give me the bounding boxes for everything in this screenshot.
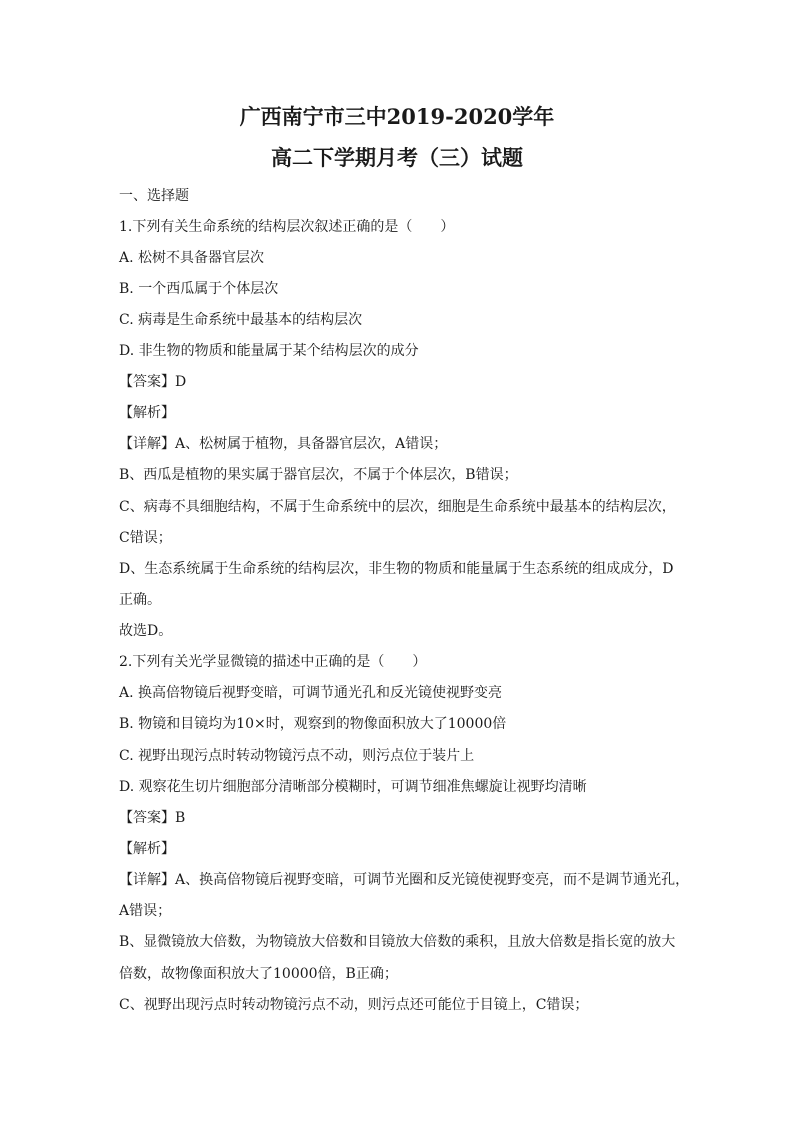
q1-option-c: C. 病毒是生命系统中最基本的结构层次 <box>119 312 363 328</box>
section-heading: 一、选择题 <box>119 188 189 204</box>
q2-detail-b: B、显微镜放大倍数，为物镜放大倍数和目镜放大倍数的乘积，且放大倍数是指长宽的放大 <box>119 934 676 950</box>
q1-option-a: A. 松树不具备器官层次 <box>119 250 265 266</box>
q1-analysis-heading: 【解析】 <box>119 405 175 421</box>
document-title-line1: 广西南宁市三中2019-2020学年 <box>239 104 555 129</box>
q2-detail-a: 【详解】A、换高倍物镜后视野变暗，可调节光圈和反光镜使视野变亮，而不是调节通光孔， <box>119 872 690 888</box>
q2-detail-a-cont: A错误； <box>119 903 172 919</box>
q2-analysis-heading: 【解析】 <box>119 841 175 857</box>
q1-detail-c-cont: C错误； <box>119 530 172 546</box>
q2-option-d: D. 观察花生切片细胞部分清晰部分模糊时，可调节细准焦螺旋让视野均清晰 <box>119 779 587 795</box>
q2-detail-c: C、视野出现污点时转动物镜污点不动，则污点还可能位于目镜上，C错误； <box>119 997 589 1013</box>
q1-detail-d: D、生态系统属于生命系统的结构层次，非生物的物质和能量属于生态系统的组成成分，D <box>119 561 674 577</box>
q2-option-a: A. 换高倍物镜后视野变暗，可调节通光孔和反光镜使视野变亮 <box>119 685 503 701</box>
q1-detail-b: B、西瓜是植物的果实属于器官层次，不属于个体层次，B错误； <box>119 467 518 483</box>
q1-detail-a: 【详解】A、松树属于植物，具备器官层次，A错误； <box>119 436 448 452</box>
q1-option-d: D. 非生物的物质和能量属于某个结构层次的成分 <box>119 343 419 359</box>
q1-detail-d-cont: 正确。 <box>119 592 161 608</box>
q1-answer: 【答案】D <box>119 374 187 390</box>
q2-option-c: C. 视野出现污点时转动物镜污点不动，则污点位于装片上 <box>119 748 475 764</box>
q2-option-b: B. 物镜和目镜均为10×时，观察到的物像面积放大了10000倍 <box>119 716 507 732</box>
q2-answer: 【答案】B <box>119 810 186 826</box>
q1-conclusion: 故选D。 <box>119 623 173 639</box>
q2-detail-b-cont: 倍数，故物像面积放大了10000倍，B正确； <box>119 966 398 982</box>
q1-detail-c: C、病毒不具细胞结构，不属于生命系统中的层次，细胞是生命系统中最基本的结构层次， <box>119 499 676 515</box>
question-2: 2.下列有关光学显微镜的描述中正确的是（ ） <box>119 654 427 670</box>
q1-option-b: B. 一个西瓜属于个体层次 <box>119 281 279 297</box>
question-1: 1.下列有关生命系统的结构层次叙述正确的是（ ） <box>119 219 455 235</box>
document-title-line2: 高二下学期月考（三）试题 <box>271 145 523 170</box>
